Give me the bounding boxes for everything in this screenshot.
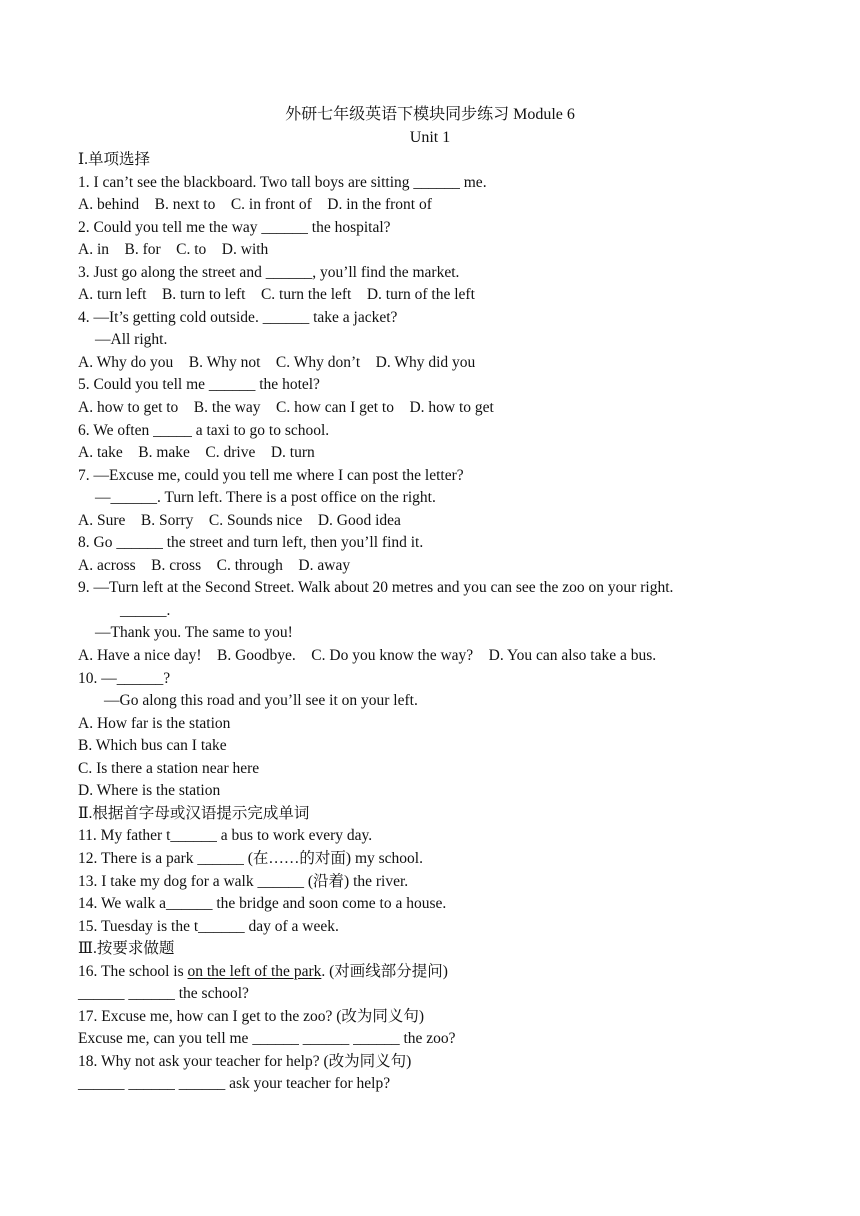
page-title: 外研七年级英语下模块同步练习 Module 6 bbox=[285, 106, 575, 123]
question-5: 5. Could you tell me ______ the hotel? bbox=[78, 376, 320, 394]
question-4-options: A. Why do you B. Why not C. Why don’t D. Why did you bbox=[78, 353, 476, 371]
question-10-option-b: B. Which bus can I take bbox=[78, 737, 227, 755]
section-heading-2: Ⅱ.根据首字母或汉语提示完成单词 bbox=[78, 804, 310, 822]
question-2: 2. Could you tell me the way ______ the hospital? bbox=[78, 218, 391, 236]
question-17-answer: Excuse me, can you tell me ______ ______ ______ the zoo? bbox=[78, 1030, 456, 1048]
question-10-reply: —Go along this road and you’ll see it on your left. bbox=[104, 692, 418, 710]
question-12: 12. There is a park ______ (在……的对面) my school. bbox=[78, 849, 423, 867]
section-heading-3: Ⅲ.按要求做题 bbox=[78, 940, 175, 958]
question-1: 1. I can’t see the blackboard. Two tall boys are sitting ______ me. bbox=[78, 173, 487, 191]
question-11: 11. My father t______ a bus to work every day. bbox=[78, 827, 373, 845]
question-5-options: A. how to get to B. the way C. how can I get to D. how to get bbox=[78, 399, 494, 417]
question-16-underlined-phrase: on the left of the park bbox=[187, 962, 322, 980]
question-16-answer: ______ ______ the school? bbox=[78, 985, 249, 1003]
question-17: 17. Excuse me, how can I get to the zoo? (改为同义句) bbox=[78, 1007, 425, 1025]
question-10-option-d: D. Where is the station bbox=[78, 782, 221, 800]
question-8-options: A. across B. cross C. through D. away bbox=[78, 556, 351, 574]
question-8: 8. Go ______ the street and turn left, then you’ll find it. bbox=[78, 534, 424, 552]
question-9-options: A. Have a nice day! B. Goodbye. C. Do you know the way? D. You can also take a bus. bbox=[78, 647, 657, 665]
question-16-text: 16. The school is bbox=[78, 962, 188, 980]
question-16-instruction: . (对画线部分提问) bbox=[321, 962, 448, 980]
worksheet-body bbox=[78, 149, 798, 1096]
question-10-option-c: C. Is there a station near here bbox=[78, 759, 260, 777]
question-1-options: A. behind B. next to C. in front of D. in the front of bbox=[78, 196, 432, 214]
question-18: 18. Why not ask your teacher for help? (改为同义句) bbox=[78, 1052, 412, 1070]
question-9-reply: —Thank you. The same to you! bbox=[95, 624, 293, 642]
question-6-options: A. take B. make C. drive D. turn bbox=[78, 444, 315, 462]
question-16 bbox=[78, 961, 798, 984]
question-2-options: A. in B. for C. to D. with bbox=[78, 241, 269, 259]
question-7-options: A. Sure B. Sorry C. Sounds nice D. Good idea bbox=[78, 511, 401, 529]
section-heading-1: Ⅰ.单项选择 bbox=[78, 151, 150, 168]
question-7: 7. —Excuse me, could you tell me where I can post the letter? bbox=[78, 466, 464, 484]
question-6: 6. We often _____ a taxi to go to school. bbox=[78, 421, 330, 439]
question-3-options: A. turn left B. turn to left C. turn the left D. turn of the left bbox=[78, 286, 475, 304]
page-subtitle: Unit 1 bbox=[409, 129, 451, 146]
question-10: 10. —______? bbox=[78, 669, 171, 687]
question-10-option-a: A. How far is the station bbox=[78, 714, 231, 732]
question-4: 4. —It’s getting cold outside. ______ take a jacket? bbox=[78, 308, 398, 326]
question-13: 13. I take my dog for a walk ______ (沿着) the river. bbox=[78, 872, 409, 890]
question-9-blank: ______. bbox=[120, 601, 171, 619]
question-7-reply: —______. Turn left. There is a post office on the right. bbox=[95, 489, 436, 507]
question-9: 9. —Turn left at the Second Street. Walk about 20 metres and you can see the zoo on your right. bbox=[78, 579, 674, 597]
question-3: 3. Just go along the street and ______, you’ll find the market. bbox=[78, 263, 460, 281]
question-14: 14. We walk a______ the bridge and soon come to a house. bbox=[78, 895, 447, 913]
question-4-reply: —All right. bbox=[95, 331, 168, 349]
question-15: 15. Tuesday is the t______ day of a week. bbox=[78, 917, 339, 935]
question-18-answer: ______ ______ ______ ask your teacher for help? bbox=[78, 1075, 391, 1093]
